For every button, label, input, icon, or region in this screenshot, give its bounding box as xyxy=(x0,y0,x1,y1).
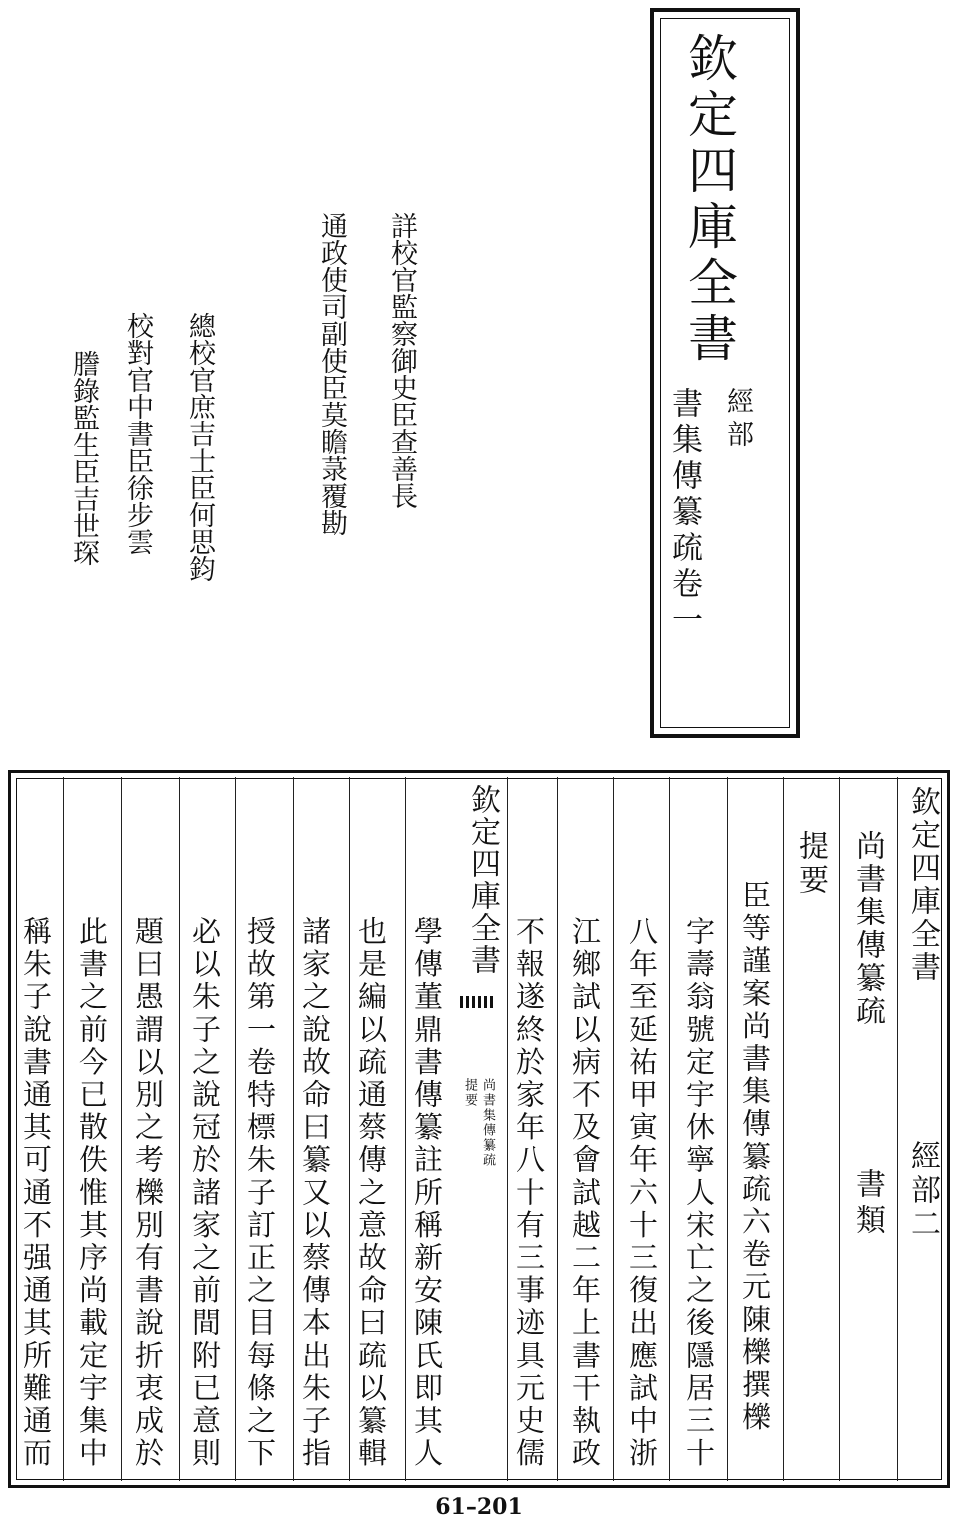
book-category: 書類 xyxy=(850,1168,885,1240)
text-column-7: 也是編以疏通蔡傳之意故命曰疏以纂輯 xyxy=(354,916,388,1471)
text-column-10: 必以朱子之說冠於諸家之前間附已意則 xyxy=(188,916,222,1471)
fold-mark xyxy=(460,996,494,1008)
fold-book-title: 尚書集傳纂疏 xyxy=(480,1078,495,1168)
title-slip xyxy=(650,8,800,738)
official-line-4: 校對官中書臣徐步雲 xyxy=(122,312,153,555)
page-number: 61–201 xyxy=(435,1494,523,1520)
section-heading: 提要 xyxy=(793,830,828,898)
official-line-3: 總校官庶吉士臣何思鈞 xyxy=(184,312,215,582)
text-column-3: 八年至延祐甲寅年六十三復出應試中浙 xyxy=(625,916,659,1471)
text-column-12: 此書之前今已散佚惟其序尚載定宇集中 xyxy=(75,916,109,1471)
text-column-11: 題曰愚謂以別之考櫟別有書說折衷成於 xyxy=(131,916,165,1471)
center-fold xyxy=(452,782,500,1472)
header-category: 經部二 xyxy=(905,1140,940,1242)
fold-section: 提要 xyxy=(462,1078,477,1108)
main-title: 欽定四庫全書 xyxy=(680,32,738,368)
header-title: 欽定四庫全書 xyxy=(905,786,940,984)
volume-title: 書集傳纂疏卷一 xyxy=(666,387,702,639)
category-label: 經部 xyxy=(722,387,753,453)
text-column-1: 臣等謹案尚書集傳纂疏六卷元陳櫟撰櫟 xyxy=(738,880,772,1435)
official-line-2: 通政使司副使臣莫瞻菉覆勘 xyxy=(316,212,347,536)
text-column-5: 不報遂終於家年八十有三事迹具元史儒 xyxy=(512,916,546,1471)
official-line-1: 詳校官監察御史臣查善長 xyxy=(386,212,417,509)
book-title: 尚書集傳纂疏 xyxy=(850,830,885,1028)
text-column-13: 稱朱子說書通其可通不强通其所難通而 xyxy=(19,916,53,1471)
fold-title: 欽定四庫全書 xyxy=(465,784,500,976)
text-column-8: 諸家之說故命曰纂又以蔡傳本出朱子指 xyxy=(298,916,332,1471)
official-line-5: 謄錄監生臣吉世琛 xyxy=(68,350,99,566)
text-column-2: 字壽翁號定宇休寧人宋亡之後隱居三十 xyxy=(682,916,716,1471)
text-column-6: 學傳董鼎書傳纂註所稱新安陳氏即其人 xyxy=(410,916,444,1471)
text-column-9: 授故第一卷特標朱子訂正之目每條之下 xyxy=(243,916,277,1471)
text-column-4: 江鄉試以病不及會試越二年上書干執政 xyxy=(568,916,602,1471)
